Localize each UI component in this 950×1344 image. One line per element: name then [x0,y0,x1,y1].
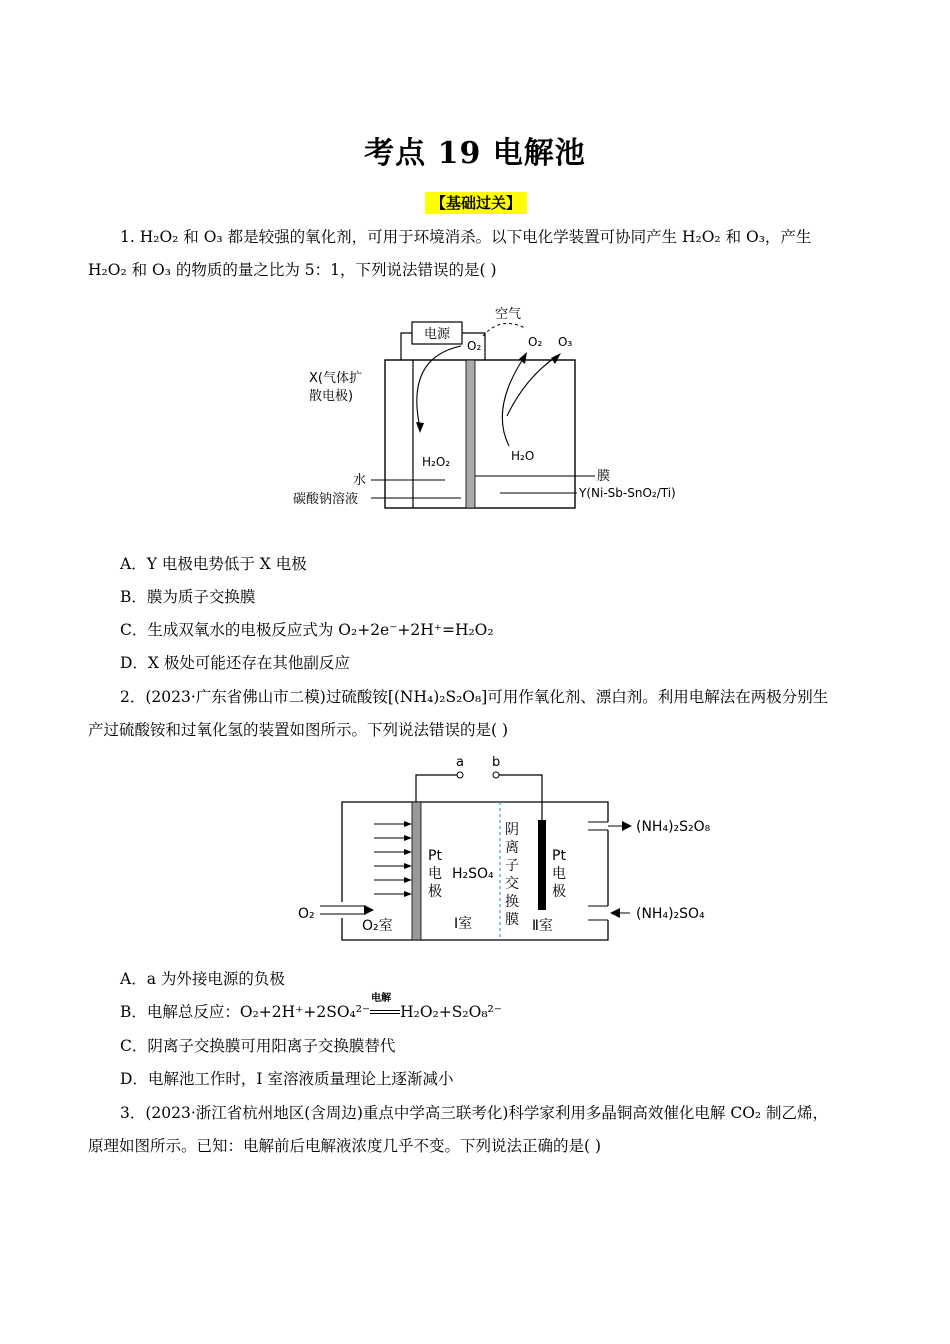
q3-stem-line2: 原理如图所示。已知：电解前后电解液浓度几乎不变。下列说法正确的是( ) [88,1137,602,1155]
q1-stem-line1: 1. H₂O₂ 和 O₃ 都是较强的氧化剂，可用于环境消杀。以下电化学装置可协同产生 H₂O₂ 和 O₃，产生 [120,228,812,246]
q2-membrane-label: 阴离子 交换膜 [505,822,519,928]
q2-terminal-a: a [456,755,464,770]
q1-o2-left: O₂ [467,339,482,353]
q1-electrolysis-diagram [285,298,705,518]
q1-stem-line2: H₂O₂ 和 O₃ 的物质的量之比为 5：1，下列说法错误的是( ) [88,261,497,279]
q2-option-a: A．a 为外接电源的负极 [120,970,285,988]
q1-water-label: 水 [353,473,367,488]
q1-option-d: D．X 极处可能还存在其他副反应 [120,654,350,672]
q2-inlet-label: (NH₄)₂SO₄ [636,906,705,922]
q2-terminal-b: b [492,755,501,770]
q1-option-b: B．膜为质子交换膜 [120,588,256,606]
q2-stem-line1: 2．(2023·广东省佛山市二模)过硫酸铵[(NH₄)₂S₂O₈]可用作氧化剂、漂白剂。利用电解法在两极分别生 [120,688,829,706]
q2-option-b-post: H₂O₂+S₂O₈²⁻ [400,1003,502,1021]
q1-membrane-label: 膜 [597,469,611,484]
q2-o2-inlet: O₂ [298,906,315,922]
q1-option-a: A．Y 电极电势低于 X 电极 [120,555,307,573]
q2-option-b-pre: B．电解总反应：O₂+2H⁺+2SO₄²⁻ [120,1003,371,1021]
q3-stem-line1: 3．(2023·浙江省杭州地区(含周边)重点中学高三联考化)科学家利用多晶铜高效催化电解 CO₂ 制乙烯， [120,1104,829,1122]
q1-o2-right: O₂ [528,335,543,349]
q2-stem-line2: 产过硫酸铵和过氧化氢的装置如图所示。下列说法错误的是( ) [88,721,509,739]
q2-room2: Ⅱ室 [532,918,553,934]
section-label: 【基础过关】 [425,192,527,214]
q2-option-c: C．阴离子交换膜可用阳离子交换膜替代 [120,1037,396,1055]
q1-x-label-2: 散电极) [309,389,354,404]
q1-solution-label: 碳酸钠溶液 [293,492,359,507]
q2-option-b [120,993,502,1023]
q2-option-b-condition: 电解 [371,993,392,1004]
q1-air-label: 空气 [495,307,522,322]
q1-o3: O₃ [558,335,573,349]
q2-room1: Ⅰ室 [454,916,473,932]
q2-pt-left: Pt 电极 [428,848,442,900]
q1-option-c: C．生成双氧水的电极反应式为 O₂+2e⁻+2H⁺=H₂O₂ [120,621,494,639]
q2-option-d: D．电解池工作时，I 室溶液质量理论上逐渐减小 [120,1070,454,1088]
q1-x-label-1: X(气体扩 [309,371,362,386]
q2-h2so4: H₂SO₄ [452,866,494,882]
q1-h2o2: H₂O₂ [422,455,451,469]
q2-outlet-label: (NH₄)₂S₂O₈ [636,819,710,835]
q2-pt-right: Pt 电极 [552,848,566,900]
q1-power-label: 电源 [423,327,451,342]
q1-h2o: H₂O [511,449,535,463]
q1-y-electrode-label: Y(Ni-Sb-SnO₂/Ti) [579,486,676,500]
q2-electrolysis-diagram [290,752,710,948]
q2-o2-room: O₂室 [362,918,393,934]
page-title: 考点 19 电解池 [364,136,586,171]
